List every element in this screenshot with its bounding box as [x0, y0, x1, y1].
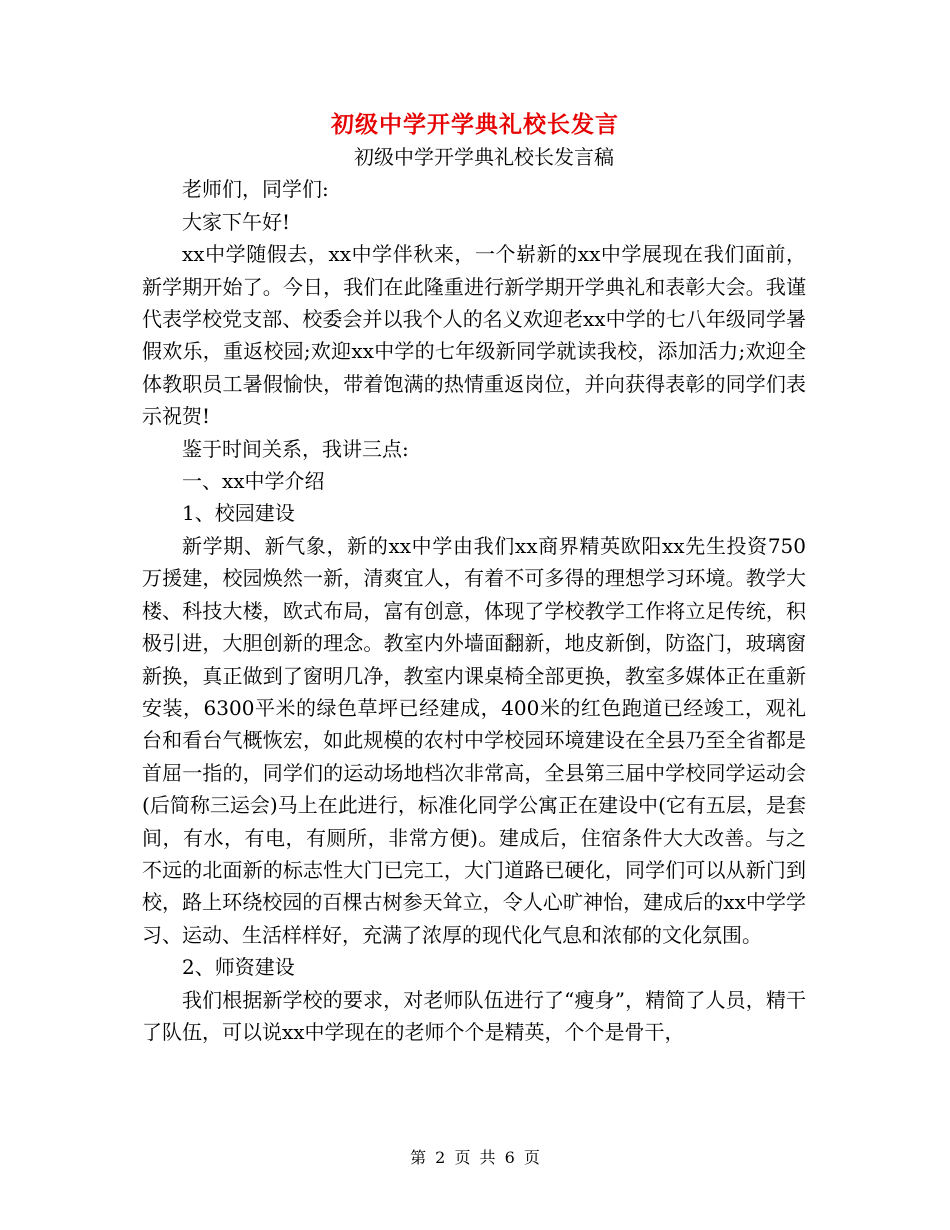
page-number-footer: 第 2 页 共 6 页 [410, 1148, 540, 1167]
paragraph-hello: 大家下午好! [182, 209, 291, 234]
document-subtitle: 初级中学开学典礼校长发言稿 [354, 145, 614, 169]
paragraph-greeting: 老师们，同学们: [182, 177, 329, 202]
document-body [142, 141, 806, 1048]
document-title: 初级中学开学典礼校长发言 [331, 111, 619, 138]
paragraph-campus: 新学期、新气象，新的xx中学由我们xx商界精英欧阳xx先生投资750万援建，校园焕然一新，清爽宜人，有着不可多得的理想学习环境。教学大楼、科技大楼，欧式布局，富有创意，体现了学校教学工作将立足传统，积极引进，大胆创新的理念。教室内外墙面翻新，地皮新倒，防盗门，玻璃窗新换，真正做到了窗明几净，教室内课桌椅全部更换，教室多媒体正在重新安装，6300平米的绿色草坪已经建成，400米的红色跑道已经竣工，观礼台和看台气概恢宏，如此规模的农村中学校园环境建设在全县乃至全省都是首屈一指的，同学们的运动场地档次非常高，全县第三届中学校同学运动会(后简称三运会)马上在此进行，标准化同学公寓正在建设中(它有五层，是套间，有水，有电，有厕所，非常方便)。建成后，住宿条件大大改善。与之不远的北面新的标志性大门已完工，大门道路已硬化，同学们可以从新门到校，路上环绕校园的百棵古树参天耸立，令人心旷神怡，建成后的xx中学学习、运动、生活样样好，充满了浓厚的现代化气息和浓郁的文化氛围。 [142, 533, 806, 947]
paragraph-three-points: 鉴于时间关系，我讲三点: [182, 436, 409, 461]
paragraph-teachers: 我们根据新学校的要求，对老师队伍进行了“瘦身”，精简了人员，精干了队伍，可以说xx中学现在的老师个个是精英，个个是骨干， [142, 987, 806, 1044]
paragraph-intro: xx中学随假去，xx中学伴秋来，一个崭新的xx中学展现在我们面前，新学期开始了。今日，我们在此隆重进行新学期开学典礼和表彰大会。我谨代表学校党支部、校委会并以我个人的名义欢迎老xx中学的七八年级同学暑假欢乐，重返校园;欢迎xx中学的七年级新同学就读我校，添加活力;欢迎全体教职员工暑假愉快，带着饱满的热情重返岗位，并向获得表彰的同学们表示祝贺! [142, 242, 806, 429]
subsection-heading-campus: 1、校园建设 [182, 501, 295, 526]
subsection-heading-teachers: 2、师资建设 [182, 955, 295, 980]
section-heading-school-intro: 一、xx中学介绍 [182, 469, 325, 494]
